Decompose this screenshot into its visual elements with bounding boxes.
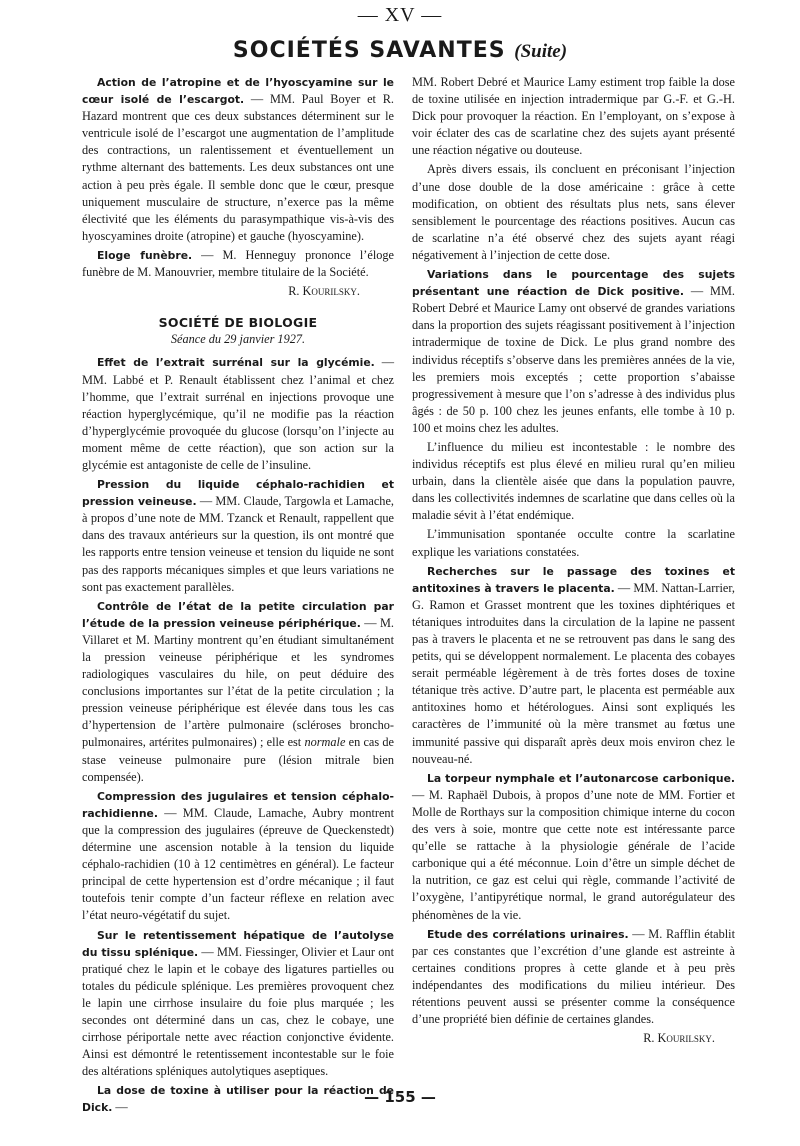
title-suite: (Suite) bbox=[514, 41, 568, 62]
running-head-roman: — XV — bbox=[357, 4, 443, 26]
article-body: — MM. Claude, Lamache, Aubry montrent que la compression des jugulaires (épreuve de Queckenstedt) détermine une ascension notable à la tension du liquide céphalo-rachidien (10 à 12 centimètres en général). Le facteur principal de cette hypertension est d’ordre mécanique ; il faut toutefois tenir compte d’un facteur réflexe en relation avec l’état neuro-végétatif du sujet. bbox=[82, 805, 394, 923]
article-dick-dose-cont: MM. Robert Debré et Maurice Lamy estiment trop faible la dose de toxine utilisée en injection intradermique par G.-F. et G.-H. Dick pour provoquer la réaction. En l’employant, on s’expose à voir éclater des cas de scarlatine chez des sujets ayant présenté une réaction négative ou douteuse. bbox=[412, 75, 735, 158]
article-body: — MM. Nattan-Larrier, G. Ramon et Grasset montrent que les toxines diphtériques et tétaniques introduites dans la circulation de la lapine ne passent pas à travers le placenta et ne se retrouvent pas dans le sang des petits, qui se développent normalement. Le placenta des cobayes serait perméable légèrement à de très fortes doses de toxine tétanique très active. D’autre part, le placenta est perméable aux antitoxines homo et hétérologues. Ainsi sont expliqués les caractères de l’immunité où la mère transmet au fœtus une immunité passive qui disparaît après deux mois environ chez le nouveau-né. bbox=[412, 580, 735, 766]
article-title: La dose de toxine à utiliser pour la réaction de Dick. bbox=[82, 1084, 394, 1115]
article-title: Action de l’atropine et de l’hyoscyamine sur le cœur isolé de l’escargot. bbox=[82, 76, 394, 107]
left-column bbox=[82, 74, 394, 1119]
article-dick-variations bbox=[412, 266, 735, 437]
article-body: — M. Henneguy prononce l’éloge funèbre de M. Manouvrier, membre titulaire de la Société. bbox=[82, 247, 394, 280]
page-title bbox=[0, 38, 800, 63]
article-body: — MM. Labbé et P. Renault établissent chez l’animal et chez l’homme, que l’extrait surrénal en injections provoque une réaction hyperglycémique, qu’il ne modifie pas la réaction d’hyperglycémie provoquée du glucose (lorsqu’on l’injecte au moment même de cette réaction), que son action sur la glycémie est antagoniste de celle de l’insuline. bbox=[82, 355, 395, 472]
article-autolyse bbox=[82, 927, 394, 1081]
article-title: Pression du liquide céphalo-rachidien et pression veineuse. bbox=[82, 478, 394, 509]
article-body: — M. Raphaël Dubois, à propos d’une note de MM. Fortier et Molle de Rorthays sur la composition chimique interne du cocon des vers à soie, montre que cette note est intéressante parce qu’elle se rattache à la physiologie générale de l’acide carbonique qui a été méconnue. Loin d’être un simple déchet de la nutrition, ce gaz est celui qui règle, commande l’activité de l’oxygène, l’antipyrétique normal, le grand autorégulateur des phénomènes de la vie. bbox=[412, 787, 735, 922]
article-surrenal bbox=[82, 354, 394, 474]
article-body: — MM. Fiessinger, Olivier et Laur ont pratiqué chez le lapin et le cobaye des ligatures partielles ou totales du pédicule splénique. Les premières provoquent chez le lapin une cirrhose insulaire du foie plus marquée ; les secondes ont déterminé dans un cas, chez le cobaye, une cirrhose périportale nette avec réaction conjonctive évidente. Ainsi est démontré le retentissement incontestable sur le foie des altérations spléniques autolytiques aseptiques. bbox=[82, 944, 394, 1079]
article-petite-circulation bbox=[82, 598, 394, 786]
article-pression-liquide bbox=[82, 476, 394, 596]
article-title: La torpeur nymphale et l’autonarcose carbonique. bbox=[427, 771, 735, 785]
signature: R. Kourilsky. bbox=[643, 1031, 715, 1046]
signature: R. Kourilsky. bbox=[288, 284, 360, 299]
article-emphasis: normale bbox=[304, 735, 346, 750]
page-number: — 155 — bbox=[364, 1088, 436, 1106]
article-dick-variations-para2: L’influence du milieu est incontestable : le nombre des individus réceptifs est plus élevé en milieu rural qu’en milieu urbain, dans la clientèle aisée que dans la population pauvre, dans les collectivités indemnes de scarlatine que dans celles où la maladie sévit à l’état endémique. bbox=[412, 439, 735, 523]
article-title: Recherches sur le passage des toxines et antitoxines à travers le placenta. bbox=[412, 564, 735, 595]
article-urinaires bbox=[412, 926, 735, 1029]
article-body: — M. Villaret et M. Martiny montrent qu’en étudiant simultanément la pression veineuse périphérique et les syndromes radiologiques vasculaires du hile, on peut déduire des conclusions importantes sur l’état de la petite circulation ; la pression veineuse périphérique est élevée dans tous les cas d’hypertension de l’artère pulmonaire (scléroses broncho-pulmonaires, artérites pulmonaires) ; elle est bbox=[82, 615, 394, 750]
article-title: Etude des corrélations urinaires. bbox=[427, 927, 629, 941]
article-dick-dose-para2: Après divers essais, ils concluent en préconisant l’injection d’une dose double de la dose américaine : grâce à cette modification, on obtient des résultats plus nets, sans élever sensiblement le pourcentage des réactions positives. Aucun cas de scarlatine n’a été observé chez des sujets ayant réagi négativement à l’injection de cette dose. bbox=[412, 162, 735, 262]
title-main: SOCIÉTÉS SAVANTES bbox=[232, 38, 506, 63]
article-title: Effet de l’extrait surrénal sur la glycémie. bbox=[97, 356, 375, 370]
article-placenta bbox=[412, 563, 735, 768]
article-atropine bbox=[82, 74, 394, 245]
article-body: — bbox=[112, 1100, 128, 1115]
section-subtitle: Séance du 29 janvier 1927. bbox=[170, 332, 306, 347]
article-body-end: en cas de stase veineuse pulmonaire pure (lésion mitrale bien compensée). bbox=[82, 735, 394, 784]
article-dick-variations-para3: L’immunisation spontanée occulte contre la scarlatine explique les variations constatées. bbox=[412, 527, 735, 559]
article-body: — MM. Robert Debré et Maurice Lamy ont observé de grandes variations dans la proportion des sujets réagissant positivement à l’injection intradermique de toxine de Dick. Le plus grand nombre des individus réceptifs s’observe dans les premières années de la vie, les premiers mois exceptés ; cette proportion s’abaisse progressivement à mesure que l’on s’adresse à des individus plus âgés : de 50 p. 100 chez les jeunes enfants, elle tombe à 10 p. 100 et moins chez les adultes. bbox=[412, 284, 736, 435]
article-body: — MM. Paul Boyer et R. Hazard montrent que ces deux substances déterminent sur le ventricule isolé de l’escargot une augmentation de l’amplitude des contractions, un ralentissement et éventuellement un rythme alternant des battements. Les deux substances ont une action à peu près égale. Il semble donc que le cœur, presque uniquement musculaire de structure, n’exerce pas la même électivité que les éléments du parasympathique vis-à-vis des hyoscyamines droite (atropine) et gauche (hyoscyamine). bbox=[82, 92, 395, 243]
article-title: Variations dans le pourcentage des sujets présentant une réaction de Dick positive. bbox=[412, 268, 735, 299]
article-title: Eloge funèbre. bbox=[97, 248, 193, 262]
right-column bbox=[412, 74, 735, 1057]
section-title: SOCIÉTÉ DE BIOLOGIE bbox=[158, 315, 318, 331]
article-body: — M. Rafflin établit par ces constantes que l’excrétion d’une glande est astreinte à certaines conditions propres à cette glande et à peu près indépendantes des modifications du milieu intérieur. Des rétentions peuvent aussi se présenter comme la conséquence d’une propriété bien définie de certaines glandes. bbox=[412, 926, 735, 1027]
article-title: Compression des jugulaires et tension céphalo-rachidienne. bbox=[82, 789, 394, 820]
article-eloge bbox=[82, 247, 394, 281]
article-title: Contrôle de l’état de la petite circulation par l’étude de la pression veineuse périphérique. bbox=[82, 599, 394, 630]
article-body: — MM. Claude, Targowla et Lamache, à propos d’une note de MM. Tzanck et Renault, rappellent que dans des travaux antérieurs sur la question, ils ont montré que les rapports entre tension veineuse et tension du liquide ne sont pas des rapports mécaniques simples et que leurs variations ne sont pas exactement parallèles. bbox=[82, 494, 394, 594]
article-title: Sur le retentissement hépatique de l’autolyse du tissu splénique. bbox=[82, 928, 394, 959]
article-jugulaires bbox=[82, 788, 394, 925]
article-torpeur bbox=[412, 770, 735, 924]
